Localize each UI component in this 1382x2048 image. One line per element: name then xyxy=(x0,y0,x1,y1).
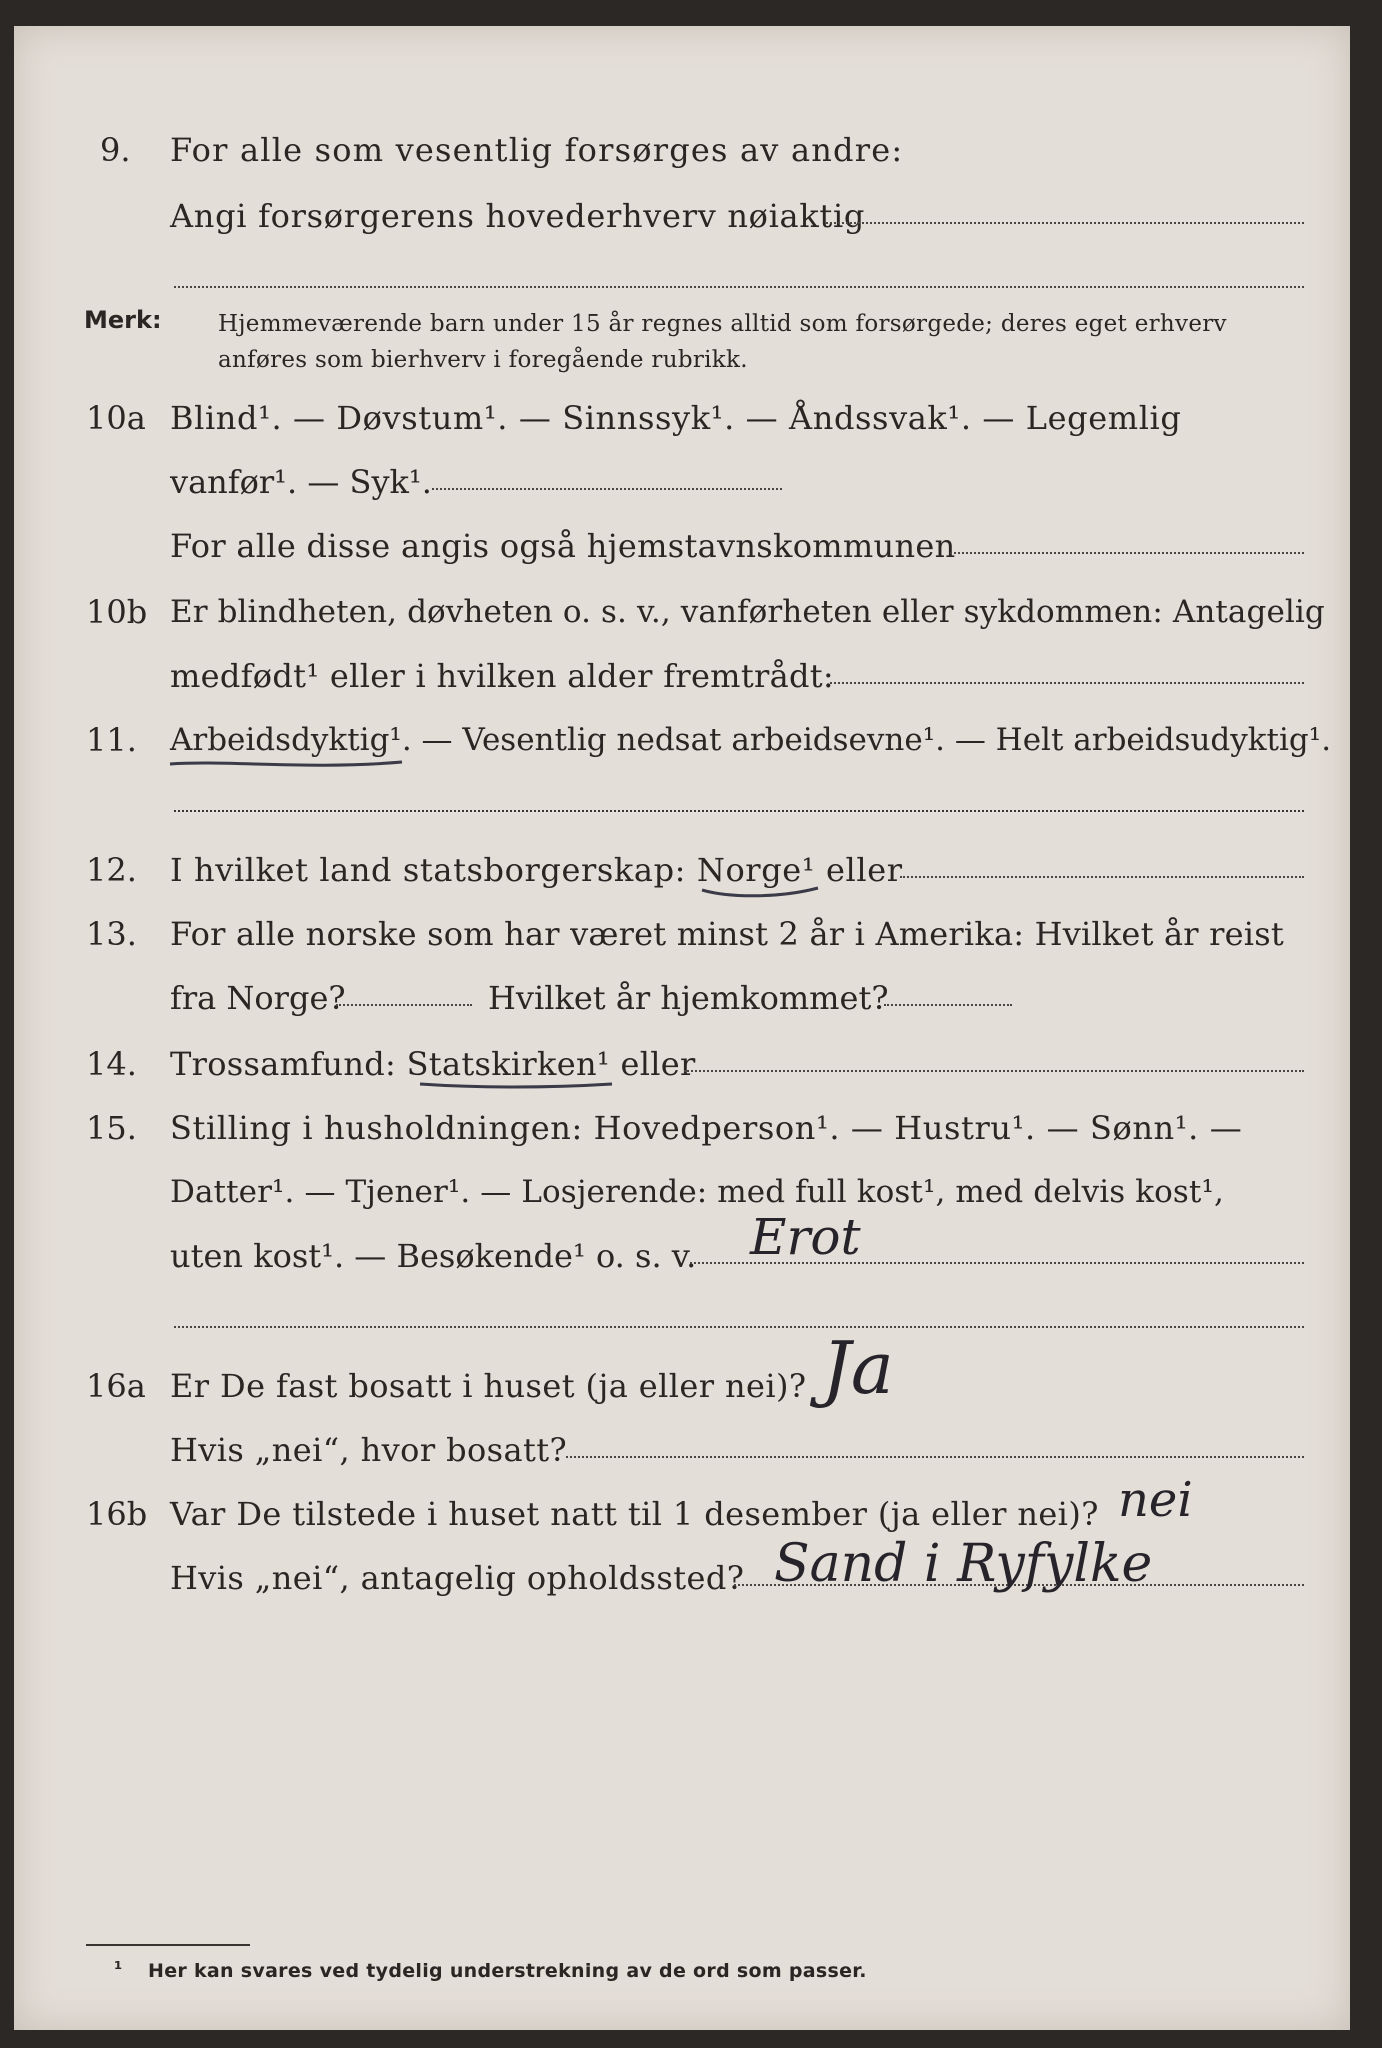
q13-line2b: Hvilket år hjemkommet? xyxy=(488,979,889,1017)
q16a-answer-line[interactable] xyxy=(566,1456,1304,1458)
q16b-line1: Var De tilstede i huset natt til 1 desember (ja eller nei)? xyxy=(170,1495,1099,1533)
q16a-line2: Hvis „nei“, hvor bosatt? xyxy=(170,1431,568,1469)
q16a-line1: Er De fast bosatt i huset (ja eller nei)? xyxy=(170,1367,807,1405)
q15-line1: Stilling i husholdningen: Hovedperson¹. — Hustru¹. — Sønn¹. — xyxy=(170,1109,1243,1147)
q10a-answer-line-2[interactable] xyxy=(950,552,1304,554)
q13-year-returned-line[interactable] xyxy=(884,1004,1012,1006)
q14-underline-mark xyxy=(418,1078,614,1092)
q10b-line2: medfødt¹ eller i hvilken alder fremtrådt: xyxy=(170,657,834,695)
q14-line1: Trossamfund: Statskirken¹ eller xyxy=(170,1045,696,1083)
merk-line2: anføres som bierhverv i foregående rubrikk. xyxy=(218,347,748,373)
merk-label: Merk: xyxy=(84,306,162,334)
q16b-line2: Hvis „nei“, antagelig opholdssted? xyxy=(170,1559,745,1597)
q9-line2: Angi forsørgerens hovederhverv nøiaktig xyxy=(170,197,866,235)
census-form-page xyxy=(14,26,1350,2030)
q10b-number: 10b xyxy=(86,593,148,631)
q13-line1: For alle norske som har været minst 2 år i Amerika: Hvilket år reist xyxy=(170,915,1284,953)
q15-line3: uten kost¹. — Besøkende¹ o. s. v. xyxy=(170,1237,697,1275)
q9-answer-line-2[interactable] xyxy=(174,286,1304,288)
q12-line1: I hvilket land statsborgerskap: Norge¹ eller xyxy=(170,851,903,889)
q11-number: 11. xyxy=(86,721,137,759)
q10a-line3: For alle disse angis også hjemstavnskommunen xyxy=(170,527,956,565)
footnote-rule xyxy=(86,1944,250,1946)
q15-line2: Datter¹. — Tjener¹. — Losjerende: med full kost¹, med delvis kost¹, xyxy=(170,1174,1224,1210)
q16b-handwritten-place: Sand i Ryfylke xyxy=(774,1534,1153,1594)
q9-answer-line[interactable] xyxy=(826,222,1304,224)
q12-number: 12. xyxy=(86,851,137,889)
q16a-number: 16a xyxy=(86,1367,146,1405)
q12-answer-line[interactable] xyxy=(900,876,1304,878)
q9-line1: For alle som vesentlig forsørges av andre: xyxy=(170,131,904,169)
q10b-line1: Er blindheten, døvheten o. s. v., vanførheten eller sykdommen: Antagelig xyxy=(170,594,1325,630)
q13-number: 13. xyxy=(86,915,137,953)
q11-underline-mark xyxy=(168,756,404,772)
q10a-answer-line[interactable] xyxy=(432,488,782,490)
q15-number: 15. xyxy=(86,1109,137,1147)
q15-handwritten-answer: Erot xyxy=(750,1208,861,1266)
q16a-handwritten-answer: Ja xyxy=(822,1326,894,1410)
q11-line1: Arbeidsdyktig¹. — Vesentlig nedsat arbeidsevne¹. — Helt arbeidsudyktig¹. xyxy=(170,722,1332,758)
q10b-answer-line[interactable] xyxy=(830,682,1304,684)
q10a-number: 10a xyxy=(86,399,146,437)
q14-number: 14. xyxy=(86,1045,137,1083)
q10a-line2: vanfør¹. — Syk¹. xyxy=(170,463,432,501)
q9-number: 9. xyxy=(100,131,131,169)
q11-answer-line[interactable] xyxy=(174,810,1304,812)
footnote-mark: ¹ xyxy=(114,1958,123,1980)
q14-answer-line[interactable] xyxy=(684,1070,1304,1072)
q10a-line1: Blind¹. — Døvstum¹. — Sinnssyk¹. — Åndssvak¹. — Legemlig xyxy=(170,399,1182,437)
q13-line2a: fra Norge? xyxy=(170,979,346,1017)
q16b-handwritten-answer: nei xyxy=(1118,1472,1193,1528)
q12-underline-mark xyxy=(700,884,820,900)
footnote-text: Her kan svares ved tydelig understrekning av de ord som passer. xyxy=(148,1960,867,1982)
q13-year-left-line[interactable] xyxy=(336,1004,472,1006)
merk-line1: Hjemmeværende barn under 15 år regnes alltid som forsørgede; deres eget erhverv xyxy=(218,311,1227,337)
q15-answer-line-2[interactable] xyxy=(174,1326,1304,1328)
q16b-number: 16b xyxy=(86,1495,148,1533)
